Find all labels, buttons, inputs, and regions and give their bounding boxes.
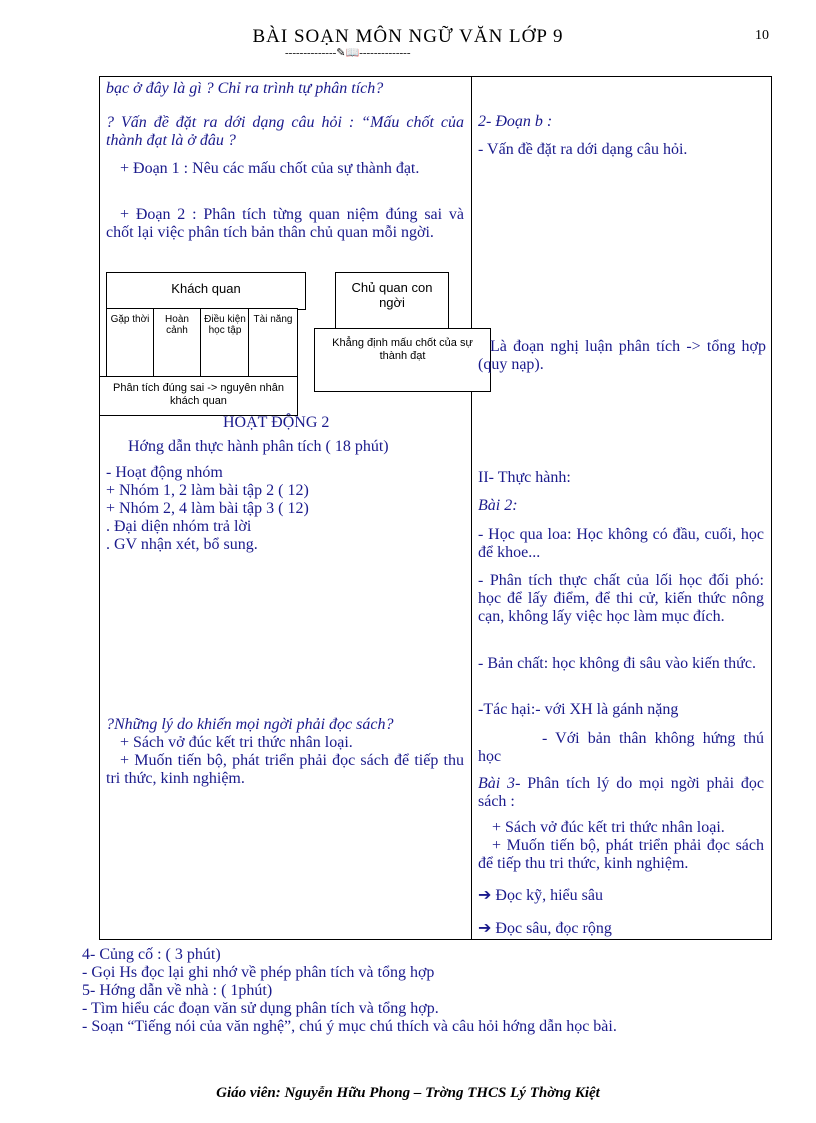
bai-3-paragraph: [478, 775, 764, 811]
group-activity-line: - Hoạt động nhóm: [106, 464, 223, 481]
bai-2-point-5: - Với bản thân không hứng thú học: [478, 730, 764, 765]
diagram-cell-divider: [153, 308, 154, 378]
diagram-subjective-box: Chủ quan con ngời: [335, 272, 449, 330]
left-answer-3-2: + Muốn tiến bộ, phát triển phải đọc sách để tiếp thu tri thức, kinh nghiệm.: [106, 752, 464, 787]
activity-title: HOẠT ĐỘNG 2: [223, 414, 330, 431]
bottom-note-line: - Gọi Hs đọc lại ghi nhớ về phép phân tích và tổng hợp: [82, 964, 435, 981]
left-question-1: bạc ở đây là gì ? Chỉ ra trình tự phân tích?: [106, 80, 384, 97]
group-activity-line: . Đại diện nhóm trả lời: [106, 518, 252, 535]
diagram-analysis-box: Phân tích đúng sai -> nguyên nhân khách quan: [99, 376, 298, 416]
diagram-cell: Tài năng: [253, 314, 293, 325]
footer-signature: Giáo viên: Nguyễn Hữu Phong – Trờng THCS Lý Thờng Kiệt: [216, 1085, 600, 1101]
diagram-objective-box: Khách quan: [106, 272, 306, 310]
group-activity-line: . GV nhận xét, bổ sung.: [106, 536, 258, 553]
group-activity-line: + Nhóm 1, 2 làm bài tập 2 ( 12): [106, 482, 309, 499]
bottom-note-line: 4- Củng cố : ( 3 phút): [82, 946, 221, 963]
bai-3-point-4: [478, 919, 766, 938]
activity-subtitle: Hớng dẫn thực hành phân tích ( 18 phút): [128, 438, 389, 455]
left-paragraph-2: + Đoạn 2 : Phân tích từng quan niệm đúng sai và chốt lại việc phân tích bản thân chủ quan mỗi ngời.: [106, 206, 464, 241]
bai-3-intro: - Phân tích lý do mọi ngời phải đọc sách :: [478, 775, 764, 810]
left-answer-3-1: + Sách vở đúc kết tri thức nhân loại.: [120, 734, 353, 751]
arrow-right-icon: ➔: [478, 918, 492, 937]
right-b-title: 2- Đoạn b :: [478, 113, 553, 130]
practice-heading: II- Thực hành:: [478, 469, 571, 486]
page-header-title: BÀI SOẠN MÔN NGỮ VĂN LỚP 9: [252, 26, 564, 47]
right-b-line: - Vấn đề đặt ra dới dạng câu hỏi.: [478, 141, 688, 158]
bai-3-heading: Bài 3: [478, 775, 516, 792]
group-activity-line: + Nhóm 2, 4 làm bài tập 3 ( 12): [106, 500, 309, 517]
diagram-cell: Điều kiện học tập: [204, 314, 246, 336]
bottom-note-line: - Soạn “Tiếng nói của văn nghệ”, chú ý mục chú thích và câu hỏi hớng dẫn học bài.: [82, 1018, 617, 1035]
bai-2-point-1: - Học qua loa: Học không có đầu, cuối, học để khoe...: [478, 526, 764, 561]
bai-2-heading: Bài 2:: [478, 497, 518, 514]
diagram-cell-divider: [200, 308, 201, 378]
bottom-notes: [82, 946, 782, 1036]
bai-3-point-4-text: Đọc sâu, đọc rộng: [495, 920, 612, 937]
bai-2-point-3: - Bản chất: học không đi sâu vào kiến thức.: [478, 655, 756, 672]
bai-3-point-1: + Sách vở đúc kết tri thức nhân loại.: [492, 819, 725, 836]
bai-3-point-3-text: Đọc kỹ, hiểu sâu: [495, 887, 603, 904]
group-activity-list: [106, 464, 466, 554]
diagram-cell: Hoàn cảnh: [165, 314, 189, 336]
diagram-cell: Gặp thời: [110, 314, 150, 325]
bai-3-point-3: [478, 886, 766, 905]
left-paragraph-1: + Đoạn 1 : Nêu các mấu chốt của sự thành đạt.: [120, 160, 420, 177]
page-number: 10: [755, 28, 769, 43]
diagram-cell-divider: [248, 308, 249, 378]
bai-2-point-2: - Phân tích thực chất của lối học đối phó: học để lấy điểm, để thi cử, kiến thức nông cạn, không lấy việc học làm mục đích.: [478, 572, 764, 625]
bottom-note-line: 5- Hớng dẫn về nhà : ( 1phút): [82, 982, 273, 999]
bottom-note-line: - Tìm hiểu các đoạn văn sử dụng phân tích và tổng hợp.: [82, 1000, 439, 1017]
header-ornament-rule: --------------✎📖--------------: [285, 47, 411, 59]
column-divider: [471, 76, 472, 940]
left-question-2: ? Vấn đề đặt ra dới dạng câu hỏi : “Mấu chốt của thành đạt là ở đâu ?: [106, 114, 464, 149]
arrow-right-icon: ➔: [478, 885, 492, 904]
bai-2-point-4: -Tác hại:- với XH là gánh nặng: [478, 701, 679, 718]
right-b-conclusion: Là đoạn nghị luận phân tích -> tổng hợp (quy nạp).: [478, 338, 766, 373]
bai-3-point-2: + Muốn tiến bộ, phát triển phải đọc sách để tiếp thu tri thức, kinh nghiệm.: [478, 837, 764, 872]
left-question-3: ?Những lý do khiến mọi ngời phải đọc sách?: [106, 716, 394, 733]
diagram-conclusion-box: Khẳng định mấu chốt của sự thành đạt: [314, 328, 491, 392]
